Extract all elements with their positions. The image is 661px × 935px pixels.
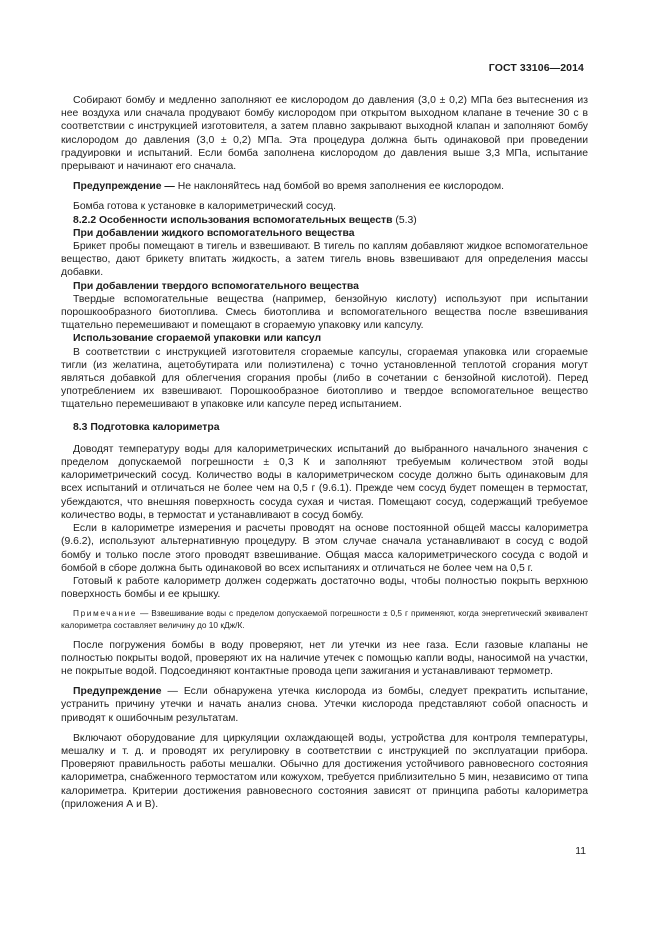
paragraph-total-mass: Если в калориметре измерения и расчеты проводят на основе постоянной общей массы калориметра (9.6.2), используют альтернативную процедуру. В этом случае сначала устанавливают в сосуд с водой бомбу и только после этого проводят взвешивание. Общая масса калориметрического сосуда с водой и бомбой в сборе должна быть одинаковой во всех испытаниях и отличаться не более чем на 0,5 г. [61, 523, 588, 574]
warning-text: — Если обнаружена утечка кислорода из бомбы, следует прекратить испытание, устранить причину утечки и начать анализ снова. Утечки кислорода представляют собой опасность и приводят к ошибочным результатам. [61, 686, 588, 724]
warning-oxygen-leak [61, 685, 588, 725]
subheading-liquid-aid: При добавлении жидкого вспомогательного вещества [73, 227, 355, 239]
section-8-3-heading: 8.3 Подготовка калориметра [73, 421, 220, 433]
paragraph-bomb-filling: Собирают бомбу и медленно заполняют ее кислородом до давления (3,0 ± 0,2) МПа без вытеснения из нее воздуха или сначала продувают бомбу кислородом при открытом выходном клапане в течение 30 с в соответствии с инструкцией изготовителя, а затем плавно закрывают выходной клапан и заполняют бомбу кислородом до давления (3,0 ± 0,2) МПа. Эта процедура должна быть одинаковой при проведении градуировки и испытаний. Если бомба заполнена кислородом до давления выше 3,3 МПа, испытание прерывают и начинают его сначала. [61, 95, 588, 173]
note-label: Примечание [73, 608, 138, 619]
warning-text: Не наклоняйтесь над бомбой во время заполнения ее кислородом. [174, 181, 505, 193]
paragraph-solid-aid: Твердые вспомогательные вещества (например, бензойную кислоту) используют при испытании порошкообразного биотоплива. Смесь биотоплива и вспомогательного вещества после взвешивания тщательно перемешивают и помещают в сгораемую упаковку или капсулу. [61, 293, 588, 332]
document-body [61, 94, 588, 811]
subheading-solid-aid: При добавлении твердого вспомогательного вещества [73, 280, 359, 292]
warning-label: Предупреждение [73, 686, 162, 698]
note [61, 608, 588, 631]
section-reference: (5.3) [392, 214, 417, 226]
warning-tilt [61, 180, 588, 193]
note-text: — Взвешивание воды с пределом допускаемой погрешности ± 0,5 г применяют, когда энергетический эквивалент калориметра составляет величину до 10 кДж/К. [61, 608, 588, 630]
standard-header: ГОСТ 33106—2014 [488, 62, 584, 74]
page-number: 11 [575, 846, 586, 857]
paragraph-equipment: Включают оборудование для циркуляции охлаждающей воды, устройства для контроля температуры, мешалку и т. д. и проводят их регулировку в соответствии с инструкцией по эксплуатации прибора. Проверяют правильность работы мешалки. Обычно для достижения устойчивого равновесного состояния калориметра, снабженного термостатом или кожухом, требуется приблизительно 5 мин, независимо от типа калориметра. Критерии достижения равновесного состояния зависят от принципа работы калориметра (приложения А и В). [61, 732, 588, 810]
section-heading: 8.2.2 Особенности использования вспомогательных веществ [73, 214, 393, 226]
warning-label: Предупреждение — [73, 181, 175, 193]
paragraph-capsules: В соответствии с инструкцией изготовителя сгораемые капсулы, сгораемая упаковка или сгораемые тигли (из желатина, ацетобутирата или полиэтилена) с точно установленной теплотой сгорания могут являться добавкой для облегчения сгорания пробы (либо в сочетании с бензойной кислотой). Перед употреблением их взвешивают. Порошкообразное биотопливо и твердое вспомогательное вещество тщательно перемешивают в упаковке или капсуле перед испытанием. [61, 346, 588, 411]
section-8-2-2 [61, 214, 588, 227]
paragraph-liquid-aid: Брикет пробы помещают в тигель и взвешивают. В тигель по каплям добавляют жидкое вспомогательное вещество, дают брикету впитать жидкость, а затем тигель вновь взвешивают для определения массы добавки. [61, 241, 588, 279]
paragraph-water-temperature: Доводят температуру воды для калориметрических испытаний до выбранного начального значения с пределом допускаемой погрешности ± 0,3 К и заполняют требуемым количеством этой воды калориметрический сосуд. Количество воды в калориметрическом сосуде должно быть одинаковым для всех испытаний и отличаться не более чем на 0,5 г (9.6.1). Прежде чем сосуд будет помещен в термостат, убеждаются, что внешняя поверхность сосуда сухая и чистая. Помещают сосуд, содержащий требуемое количество воды, в термостат и устанавливают в сосуд бомбу. [61, 443, 588, 521]
subheading-capsules: Использование сгораемой упаковки или капсул [73, 333, 322, 345]
paragraph-leak-check: После погружения бомбы в воду проверяют, нет ли утечки из нее газа. Если газовые клапаны не полностью покрыты водой, проверяют их на наличие утечек с помощью капли воды, наносимой на участки, не покрытые водой. Подсоединяют контактные провода цепи зажигания и устанавливают термометр. [61, 639, 588, 677]
paragraph-bomb-ready: Бомба готова к установке в калориметрический сосуд. [73, 201, 337, 213]
paragraph-water-coverage: Готовый к работе калориметр должен содержать достаточно воды, чтобы полностью покрыть верхнюю поверхность бомбы и ее крышку. [61, 575, 588, 601]
